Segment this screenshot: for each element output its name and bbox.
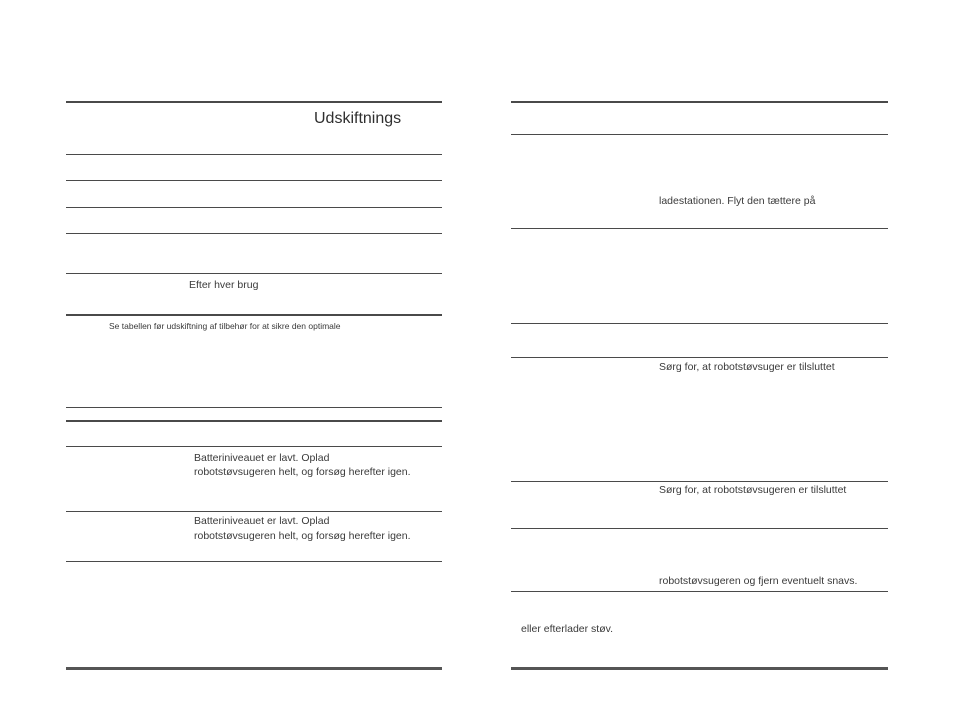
left-rule-8 [66, 420, 442, 422]
right-dock-text: ladestationen. Flyt den tættere på [659, 195, 816, 207]
right-connected-text-2: Sørg for, at robotstøvsugeren er tilsluttet [659, 484, 847, 496]
left-rule-11 [66, 561, 442, 562]
battery-row-1-line-1: Batteriniveauet er lavt. Oplad [194, 452, 330, 464]
right-clean-text: robotstøvsugeren og fjern eventuelt snavs. [659, 575, 858, 587]
left-rule-9 [66, 446, 442, 447]
right-rule-1 [511, 134, 888, 135]
left-rule-6 [66, 314, 442, 316]
right-rule-7 [511, 591, 888, 592]
battery-row-1-line-2: robotstøvsugeren helt, og forsøg herefter igen. [194, 466, 411, 478]
battery-row-2-line-1: Batteriniveauet er lavt. Oplad [194, 515, 330, 527]
left-rule-1 [66, 154, 442, 155]
right-bottom-rule [511, 667, 888, 670]
right-rule-3 [511, 323, 888, 324]
left-interval-text: Efter hver brug [189, 279, 259, 291]
left-rule-10 [66, 511, 442, 512]
right-rule-6 [511, 528, 888, 529]
left-table-note: Se tabellen før udskiftning af tilbehør for at sikre den optimale [109, 321, 341, 331]
left-rule-7 [66, 407, 442, 408]
right-rule-2 [511, 228, 888, 229]
right-connected-text-1: Sørg for, at robotstøvsuger er tilsluttet [659, 361, 835, 373]
left-bottom-rule [66, 667, 442, 670]
left-top-rule [66, 101, 442, 103]
right-rule-4 [511, 357, 888, 358]
left-rule-4 [66, 233, 442, 234]
battery-row-2-line-2: robotstøvsugeren helt, og forsøg herefter igen. [194, 530, 411, 542]
left-rule-5 [66, 273, 442, 274]
right-rule-5 [511, 481, 888, 482]
right-dust-text: eller efterlader støv. [521, 623, 614, 635]
left-rule-2 [66, 180, 442, 181]
right-top-rule [511, 101, 888, 103]
left-header-title: Udskiftnings [314, 110, 402, 127]
left-rule-3 [66, 207, 442, 208]
